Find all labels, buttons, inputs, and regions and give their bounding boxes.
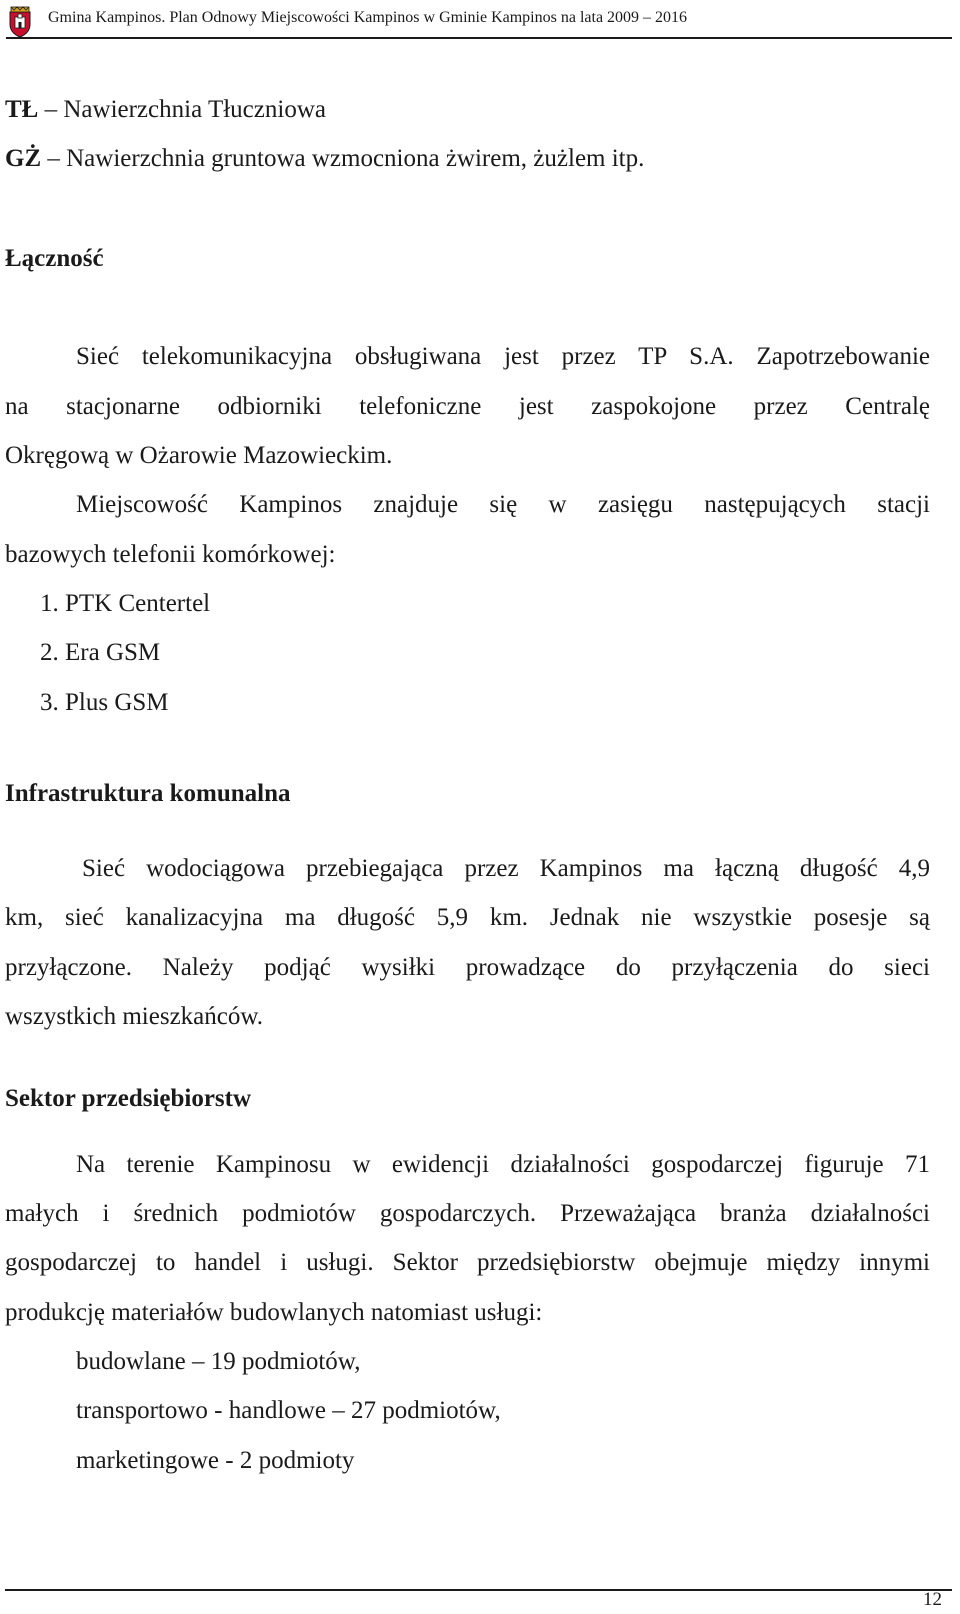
paragraph-line: produkcję materiałów budowlanych natomiast usługi: (5, 1299, 543, 1326)
section-heading-lacznosc: Łączność (5, 245, 104, 272)
paragraph-line: gospodarczej to handel i usługi. Sektor przedsiębiorstw obejmuje między innymi (5, 1249, 930, 1276)
paragraph-line: Sieć wodociągowa przebiegająca przez Kampinos ma łączną długość 4,9 (82, 855, 930, 882)
section-heading-infrastruktura: Infrastruktura komunalna (5, 780, 291, 807)
paragraph-line: Na terenie Kampinosu w ewidencji działalności gospodarczej figuruje 71 (76, 1151, 930, 1178)
list-item: 2. Era GSM (40, 639, 161, 666)
legend-text: – Nawierzchnia gruntowa wzmocniona żwirem, żużlem itp. (41, 145, 645, 172)
page-header (0, 0, 960, 44)
paragraph-line: przyłączone. Należy podjąć wysiłki prowadzące do przyłączenia do sieci (5, 954, 930, 981)
paragraph-line: km, sieć kanalizacyjna ma długość 5,9 km. Jednak nie wszystkie posesje są (5, 904, 930, 931)
paragraph-line: wszystkich mieszkańców. (5, 1003, 264, 1030)
service-item: marketingowe - 2 podmioty (76, 1447, 355, 1474)
paragraph-line: Sieć telekomunikacyjna obsługiwana jest przez TP S.A. Zapotrzebowanie (76, 343, 930, 370)
legend-gz (5, 144, 930, 174)
list-item: 3. Plus GSM (40, 689, 169, 716)
section-heading-sektor: Sektor przedsiębiorstw (5, 1085, 252, 1112)
footer-rule (5, 1589, 952, 1591)
service-item: transportowo - handlowe – 27 podmiotów, (76, 1397, 501, 1424)
list-item: 1. PTK Centertel (40, 590, 211, 617)
paragraph-line: Okręgową w Ożarowie Mazowieckim. (5, 442, 393, 469)
legend-tl (5, 95, 930, 125)
coat-of-arms-icon (6, 6, 34, 38)
legend-abbr: GŻ (5, 145, 42, 172)
running-header-title: Gmina Kampinos. Plan Odnowy Miejscowości Kampinos w Gminie Kampinos na lata 2009 – 2016 (48, 9, 688, 26)
legend-text: – Nawierzchnia Tłuczniowa (38, 96, 326, 123)
header-rule (6, 37, 952, 39)
service-item: budowlane – 19 podmiotów, (76, 1348, 361, 1375)
paragraph-line: na stacjonarne odbiorniki telefoniczne jest zaspokojone przez Centralę (5, 393, 930, 420)
paragraph-line: Miejscowość Kampinos znajduje się w zasięgu następujących stacji (76, 491, 930, 518)
paragraph-line: bazowych telefonii komórkowej: (5, 541, 336, 568)
legend-abbr: TŁ (5, 96, 39, 123)
paragraph-line: małych i średnich podmiotów gospodarczych. Przeważająca branża działalności (5, 1200, 930, 1227)
page-number: 12 (923, 1589, 942, 1610)
